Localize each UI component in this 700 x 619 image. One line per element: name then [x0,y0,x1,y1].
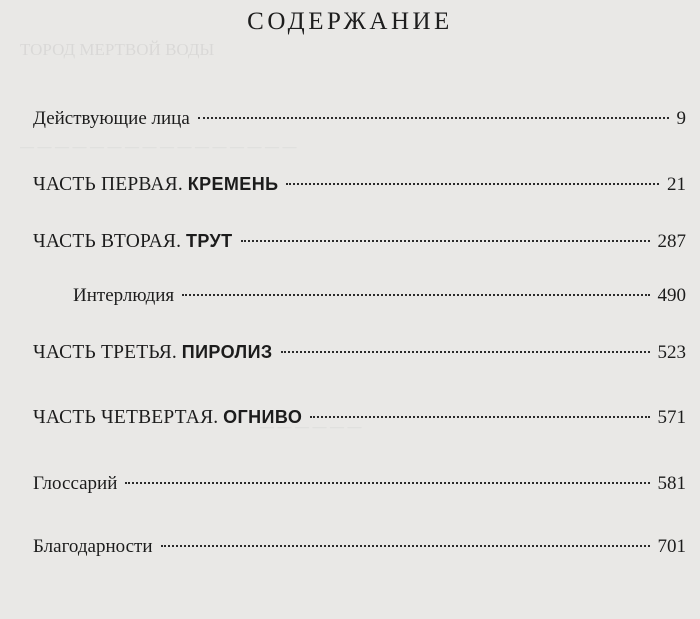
toc-entry-part-3[interactable] [33,342,686,372]
toc-entry-part-2[interactable] [33,231,686,261]
toc-entry-label: Действующие лица [33,108,190,129]
toc-entry-part-4[interactable] [33,407,686,437]
toc-part-name: ТРУТ [185,231,233,251]
toc-entry-glossary[interactable] [33,473,686,503]
toc-entry-label: ЧАСТЬ ЧЕТВЕРТАЯ. ОГНИВО [33,407,303,428]
toc-page-number: 21 [667,174,686,195]
toc-entry-label: Глоссарий [33,473,118,494]
toc-page-number: 9 [676,108,686,129]
toc-page-number: 571 [657,407,686,428]
toc-entry-label: ЧАСТЬ ТРЕТЬЯ. ПИРОЛИЗ [33,342,273,363]
toc-page-number: 701 [657,536,686,557]
dot-leader [182,294,649,296]
show-through-texture: — — — — — — [260,420,362,435]
dot-leader [310,416,649,418]
toc-entry-part-1[interactable] [33,174,686,204]
dot-leader [198,117,669,119]
toc-entry-interlude[interactable] [73,285,686,315]
toc-entry-acknowledgements[interactable] [33,536,686,566]
page-title: СОДЕРЖАНИЕ [247,8,453,35]
dot-leader [286,183,659,185]
dot-leader [161,545,650,547]
show-through-texture: — — — — — — — — — — — — — — — — [20,140,297,155]
show-through-texture: ТОРОД МЕРТВОЙ ВОДЫ [20,40,215,59]
dot-leader [125,482,649,484]
dot-leader [241,240,650,242]
toc-page-number: 490 [657,285,686,306]
toc-part-name: ПИРОЛИЗ [181,342,273,362]
toc-entry-characters[interactable] [33,108,686,138]
toc-entry-label: ЧАСТЬ ПЕРВАЯ. КРЕМЕНЬ [33,174,279,195]
toc-entry-label: Интерлюдия [73,285,175,306]
toc-page-number: 287 [657,231,686,252]
toc-part-name: КРЕМЕНЬ [187,174,279,194]
toc-page-number: 581 [657,473,686,494]
toc-entry-label: ЧАСТЬ ВТОРАЯ. ТРУТ [33,231,233,252]
toc-entry-label: Благодарности [33,536,153,557]
toc-page-number: 523 [657,342,686,363]
toc-part-name: ОГНИВО [223,407,303,427]
dot-leader [281,351,650,353]
